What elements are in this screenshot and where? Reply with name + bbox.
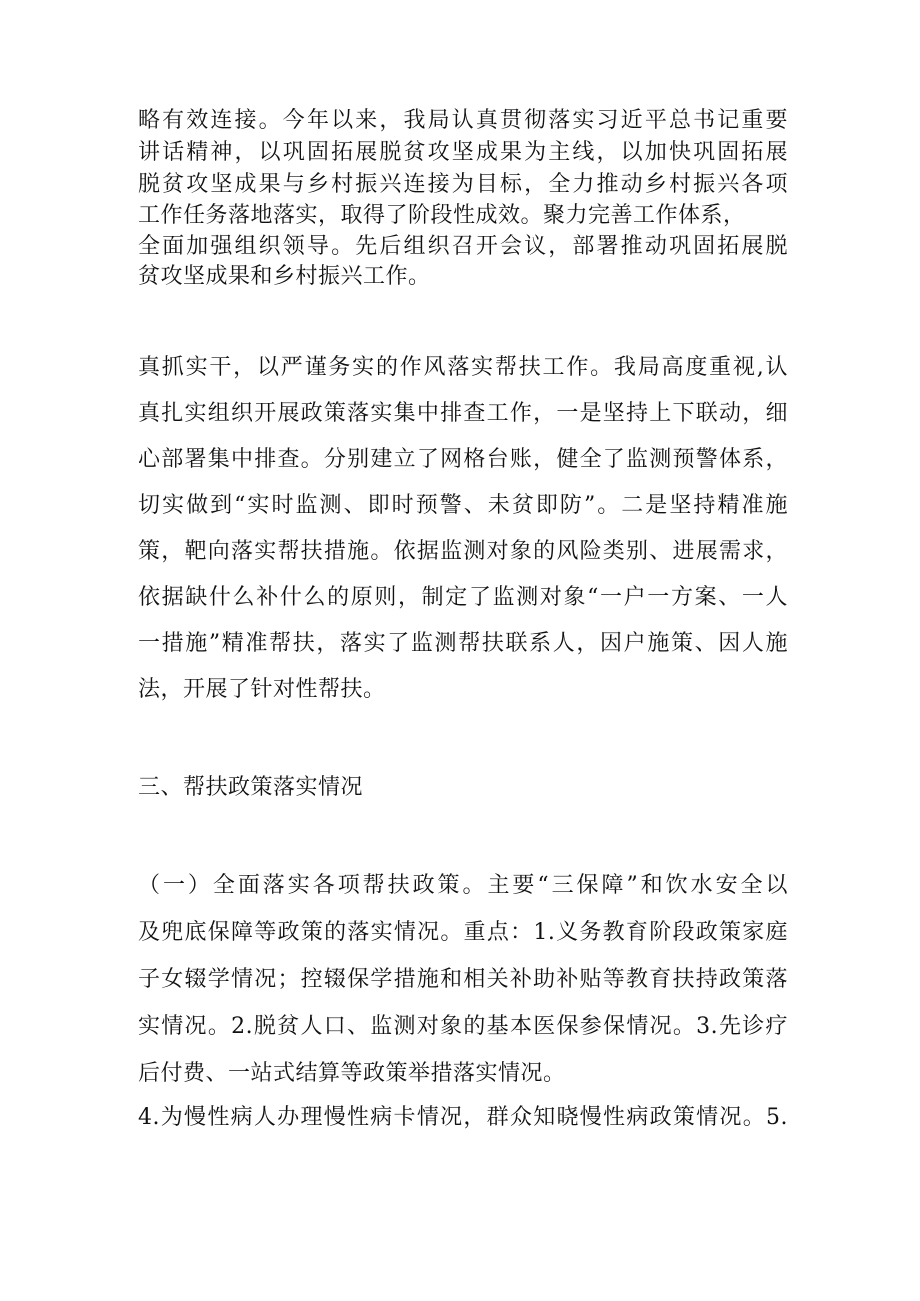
text-line: 真扎实组织开展政策落实集中排查工作，一是坚持上下联动，细	[138, 401, 788, 426]
text-line: 真抓实干，以严谨务实的作风落实帮扶工作。我局高度重视,认	[138, 355, 788, 380]
text-line: 讲话精神，以巩固拓展脱贫攻坚成果为主线，以加快巩固拓展	[138, 140, 788, 165]
text-line: 工作任务落地落实，取得了阶段性成效。聚力完善工作体系，	[138, 203, 746, 228]
text-line: 后付费、一站式结算等政策举措落实情况。	[138, 1061, 566, 1086]
text-line: 及兜底保障等政策的落实情况。重点：1.义务教育阶段政策家庭	[138, 920, 788, 945]
text-line: 子女辍学情况；控辍保学措施和相关补助补贴等教育扶持政策落	[138, 967, 788, 992]
text-line: 4.为慢性病人办理慢性病卡情况，群众知晓慢性病政策情况。5.	[138, 1105, 788, 1130]
text-line: 略有效连接。今年以来，我局认真贯彻落实习近平总书记重要	[138, 108, 788, 133]
text-line: 法，开展了针对性帮扶。	[138, 677, 386, 702]
text-line: 贫攻坚成果和乡村振兴工作。	[138, 264, 431, 289]
text-line: 脱贫攻坚成果与乡村振兴连接为目标，全力推动乡村振兴各项	[138, 172, 788, 197]
text-line: 依据缺什么补什么的原则，制定了监测对象“一户一方案、一人	[138, 585, 788, 610]
text-line: 心部署集中排查。分别建立了网格台账，健全了监测预警体系，	[138, 447, 788, 472]
text-line: 切实做到“实时监测、即时预警、未贫即防”。二是坚持精准施	[138, 493, 788, 518]
section-heading: 三、帮扶政策落实情况	[138, 775, 364, 800]
text-line: 一措施”精准帮扶，落实了监测帮扶联系人，因户施策、因人施	[138, 631, 788, 656]
text-line: 全面加强组织领导。先后组织召开会议，部署推动巩固拓展脱	[138, 234, 788, 259]
text-line: 实情况。2.脱贫人口、监测对象的基本医保参保情况。3.先诊疗	[138, 1014, 788, 1039]
text-line: （一）全面落实各项帮扶政策。主要“三保障”和饮水安全以	[138, 873, 788, 898]
text-line: 策，靶向落实帮扶措施。依据监测对象的风险类别、进展需求，	[138, 539, 788, 564]
